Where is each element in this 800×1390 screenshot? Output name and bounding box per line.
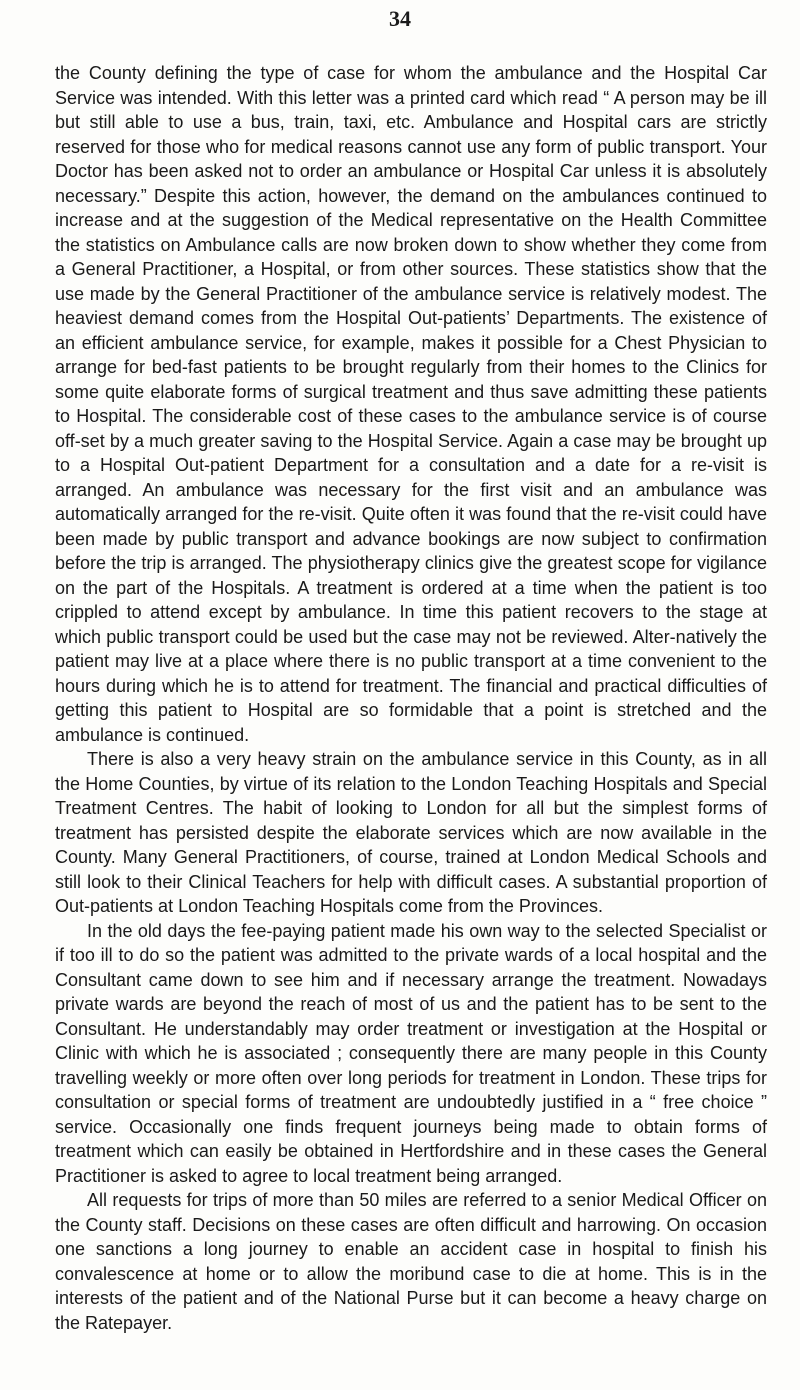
paragraph-old-days: In the old days the fee-paying patient made his own way to the selected Specialist or if too ill to do so the patient was admitted to the private wards of a local hospital and the Consultant came down to see him and if necessary arrange the treatment. Nowadays private wards are beyond the reach of most of us and the patient has to be sent to the Consultant. He understandably may order treatment or investigation at the Hospital or Clinic with which he is associated ; consequently there are many people in this County travelling weekly or more often over long periods for treatment in London. These trips for consultation or special forms of treatment are undoubtedly justified in a “ free choice ” service. Occasionally one finds frequent journeys being made to obtain forms of treatment which can easily be obtained in Hertfordshire and in these cases the General Practitioner is asked to agree to local treatment being arranged. (55, 920, 767, 1186)
paragraph-long-trips: All requests for trips of more than 50 miles are referred to a senior Medical Officer on the County staff. Decisions on these cases are often difficult and harrowing. On occasion one sanctions a long journey to enable an accident case in hospital to finish his convalescence at home or to allow the moribund case to die at home. This is in the interests of the patient and of the National Purse but it can become a heavy charge on the Ratepayer. (55, 1190, 767, 1333)
body-text (55, 61, 767, 1335)
page-number: 34 (389, 6, 411, 31)
paragraph-home-counties: There is also a very heavy strain on the ambulance service in this County, as in all the Home Counties, by virtue of its relation to the London Teaching Hospitals and Special Treatment Centres. The habit of looking to London for all but the simplest forms of treatment has persisted despite the elaborate services which are now available in the County. Many General Practitioners, of course, trained at London Medical Schools and still look to their Clinical Teachers for help with difficult cases. A substantial proportion of Out-patients at London Teaching Hospitals come from the Provinces. (55, 749, 767, 916)
paragraph-continued: the County defining the type of case for whom the ambulance and the Hospital Car Service was intended. With this letter was a printed card which read “ A person may be ill but still able to use a bus, train, taxi, etc. Ambulance and Hospital cars are strictly reserved for those who for medical reasons cannot use any form of public transport. Your Doctor has been asked not to order an ambulance or Hospital Car unless it is absolutely necessary.” Despite this action, however, the demand on the ambulances continued to increase and at the suggestion of the Medical representative on the Health Committee the statistics on Ambulance calls are now broken down to show whether they come from a General Practitioner, a Hospital, or from other sources. These statistics show that the use made by the General Practitioner of the ambulance service is relatively modest. The heaviest demand comes from the Hospital Out-patients’ Departments. The existence of an efficient ambulance service, for example, makes it possible for a Chest Physician to arrange for bed-fast patients to be brought regularly from their homes to the Clinics for some quite elaborate forms of surgical treatment and thus save admitting these patients to Hospital. The considerable cost of these cases to the ambulance service is of course off-set by a much greater saving to the Hospital Service. Again a case may be brought up to a Hospital Out-patient Department for a consultation and a date for a re-visit is arranged. An ambulance was necessary for the first visit and an ambulance was automatically arranged for the re-visit. Quite often it was found that the re-visit could have been made by public transport and advance bookings are now subject to confirmation before the trip is arranged. The physiotherapy clinics give the greatest scope for vigilance on the part of the Hospitals. A treatment is ordered at a time when the patient is too crippled to attend except by ambulance. In time this patient recovers to the stage at which public transport could be used but the case may not be reviewed. Alter-natively the patient may live at a place where there is no public transport at a time convenient to the hours during which he is to attend for treatment. The financial and practical difficulties of getting this patient to Hospital are so formidable that a point is stretched and the ambulance is continued. (55, 63, 767, 745)
